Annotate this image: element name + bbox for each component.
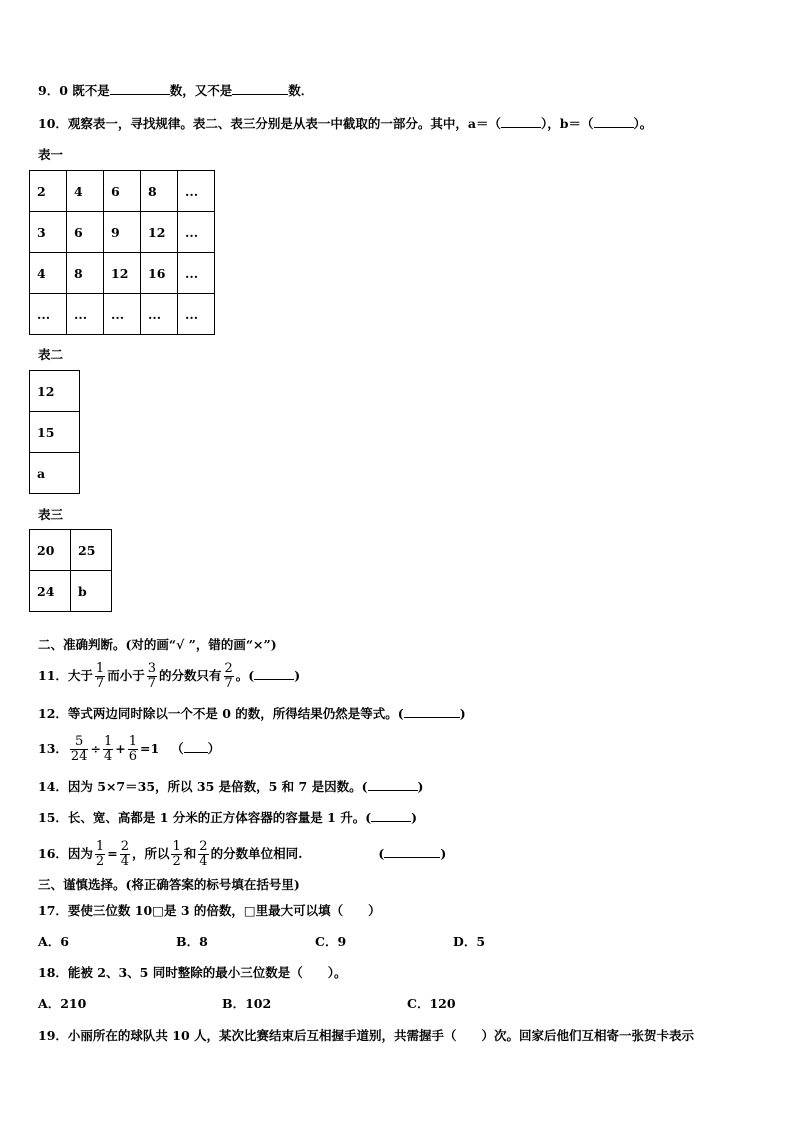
answer-blank[interactable]: [110, 81, 170, 95]
question-15: 15．长、宽、高都是 1 分米的正方体容器的容量是 1 升。( ): [38, 810, 418, 825]
table-cell: 12: [30, 371, 80, 412]
table-cell: 2: [30, 171, 67, 212]
table-cell: ...: [30, 294, 67, 335]
option-b[interactable]: B．8: [176, 934, 208, 949]
question-11: 11．大于 $\frac{1}{7}$ 而小于 $\frac{3}{7}$ 的分数只有 $\frac{2}{7}$ 。( ): [38, 661, 301, 691]
table-cell: 6: [104, 171, 141, 212]
table-cell: ...: [178, 253, 215, 294]
table-cell: 4: [30, 253, 67, 294]
fraction: $\frac{2}{4}$: [199, 839, 208, 869]
table-3-label: 表三: [38, 507, 64, 522]
table-row: [30, 171, 215, 212]
fraction: $\frac{1}{4}$: [103, 734, 113, 764]
option-c[interactable]: C．9: [315, 934, 347, 949]
fraction: $\frac{1}{2}$: [172, 839, 181, 869]
table-1: [29, 170, 215, 335]
table-cell: 12: [104, 253, 141, 294]
option-c[interactable]: C．120: [407, 996, 456, 1011]
table-cell: 25: [71, 530, 112, 571]
table-cell: a: [30, 453, 80, 494]
answer-blank[interactable]: [232, 81, 288, 95]
question-number: 17．: [38, 903, 68, 918]
question-number: 18．: [38, 965, 68, 980]
fraction: $\frac{2}{4}$: [120, 839, 129, 869]
question-number: 12．: [38, 706, 68, 721]
section-3-heading: 三、谨慎选择。(将正确答案的标号填在括号里): [38, 877, 300, 892]
option-a[interactable]: A．6: [38, 934, 69, 949]
table-3: [29, 529, 112, 612]
fraction: $\frac{1}{2}$: [95, 839, 105, 869]
option-a[interactable]: A．210: [38, 996, 87, 1011]
section-2-heading: 二、准确判断。(对的画“√ ”，错的画“×”): [38, 637, 277, 652]
table-cell: ...: [67, 294, 104, 335]
fraction: $\frac{1}{6}$: [128, 734, 137, 764]
table-2-label: 表二: [38, 347, 64, 362]
question-19: 19．小丽所在的球队共 10 人，某次比赛结束后互相握手道别，共需握手（ ）次。回家后他们互相寄一张贺卡表示: [38, 1028, 695, 1043]
table-row: [30, 294, 215, 335]
answer-blank[interactable]: [254, 666, 294, 680]
table-cell: ...: [141, 294, 178, 335]
answer-blank[interactable]: [368, 777, 418, 791]
table-row: [30, 253, 215, 294]
fraction: $\frac{2}{7}$: [224, 661, 233, 691]
table-cell: ...: [178, 294, 215, 335]
table-row: [30, 412, 80, 453]
table-row: [30, 530, 112, 571]
table-cell: 8: [141, 171, 178, 212]
fraction: $\frac{1}{7}$: [95, 661, 105, 691]
table-row: [30, 212, 215, 253]
question-number: 15．: [38, 810, 68, 825]
table-row: [30, 371, 80, 412]
question-10: 10．观察表一，寻找规律。表二、表三分别是从表一中截取的一部分。其中，a＝（ ），b＝（ ）。: [38, 116, 653, 131]
fraction: $\frac{5}{24}$: [70, 734, 88, 764]
answer-blank[interactable]: [184, 739, 208, 753]
question-16: 16．因为 $\frac{1}{2}$ = $\frac{2}{4}$ ，所以 $\frac{1}{2}$ 和 $\frac{2}{4}$ 的分数单位相同. ( ): [38, 839, 447, 869]
table-row: [30, 571, 112, 612]
question-13: 13． $\frac{5}{24}$ ÷ $\frac{1}{4}$ + $\frac{1}{6}$ =1 （ ）: [38, 734, 221, 764]
answer-blank-a[interactable]: [501, 114, 541, 128]
question-18: 18．能被 2、3、5 同时整除的最小三位数是（ ）。: [38, 965, 347, 980]
question-12: 12．等式两边同时除以一个不是 0 的数，所得结果仍然是等式。( ): [38, 706, 466, 721]
question-number: 16．: [38, 846, 68, 861]
table-cell: b: [71, 571, 112, 612]
table-cell: ...: [104, 294, 141, 335]
question-9: 9．0 既不是 数，又不是 数．: [38, 83, 314, 98]
question-number: 11．: [38, 668, 68, 683]
answer-blank[interactable]: [371, 808, 411, 822]
table-cell: 6: [67, 212, 104, 253]
table-cell: 8: [67, 253, 104, 294]
question-number: 13．: [38, 741, 68, 756]
question-number: 9．: [38, 83, 60, 98]
question-number: 19．: [38, 1028, 68, 1043]
answer-blank-b[interactable]: [594, 114, 634, 128]
table-cell: 20: [30, 530, 71, 571]
fraction: $\frac{3}{7}$: [147, 661, 156, 691]
table-cell: 15: [30, 412, 80, 453]
table-cell: 3: [30, 212, 67, 253]
table-row: [30, 453, 80, 494]
table-cell: 12: [141, 212, 178, 253]
table-cell: 9: [104, 212, 141, 253]
table-cell: 4: [67, 171, 104, 212]
table-cell: ...: [178, 171, 215, 212]
option-d[interactable]: D．5: [453, 934, 486, 949]
answer-blank[interactable]: [384, 844, 440, 858]
table-2: [29, 370, 80, 494]
table-cell: 24: [30, 571, 71, 612]
answer-blank[interactable]: [404, 704, 460, 718]
question-number: 10．: [38, 116, 68, 131]
table-cell: ...: [178, 212, 215, 253]
table-cell: 16: [141, 253, 178, 294]
question-14: 14．因为 5×7＝35，所以 35 是倍数，5 和 7 是因数。( ): [38, 779, 424, 794]
option-b[interactable]: B．102: [222, 996, 272, 1011]
table-1-label: 表一: [38, 147, 64, 162]
question-17: 17．要使三位数 10□是 3 的倍数，□里最大可以填（ ）: [38, 903, 381, 918]
question-number: 14．: [38, 779, 68, 794]
